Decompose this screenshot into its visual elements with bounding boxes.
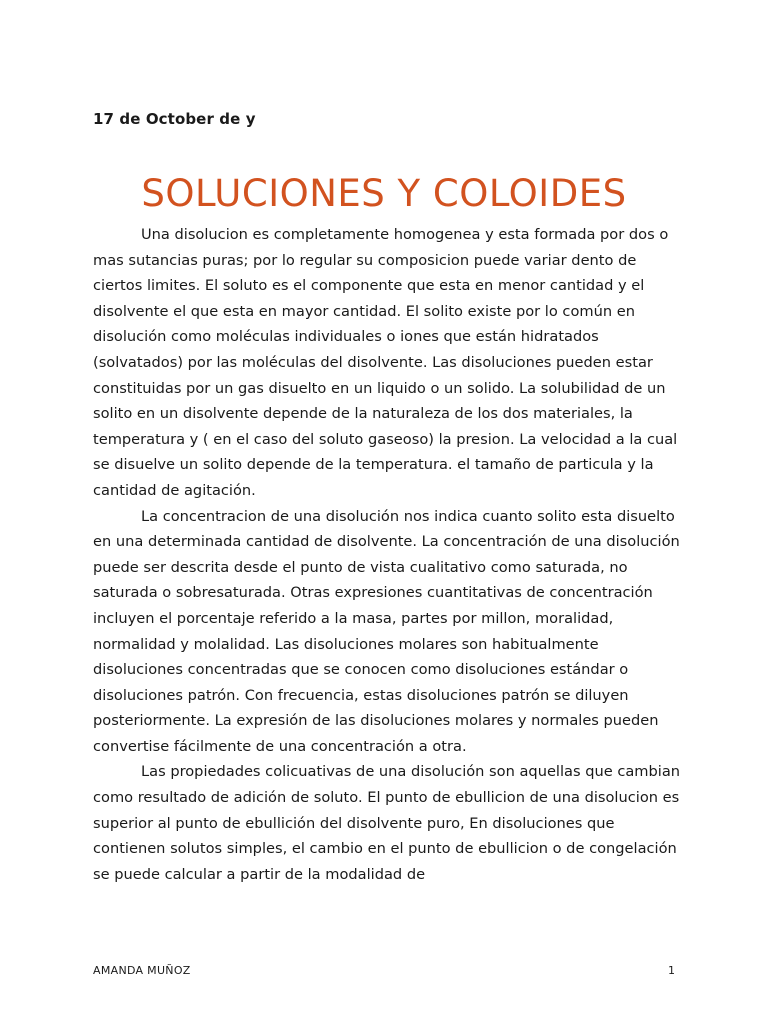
- footer-author: AMANDA MUÑOZ: [93, 964, 191, 977]
- document-title: SOLUCIONES Y COLOIDES: [141, 172, 627, 215]
- footer-page-number: 1: [668, 964, 675, 977]
- paragraph-1: Una disolucion es completamente homogenea y esta formada por dos o mas sutancias puras; por lo regular su composicion puede variar dento de ciertos limites. El soluto es el componente que esta en menor cantidad y el disolvente el que esta en mayor cantidad. El solito existe por lo común en disolución como moléculas individuales o iones que están hidratados (solvatados) por las moléculas del disolvente. Las disoluciones pueden estar constituidas por un gas disuelto en un liquido o un solido. La solubilidad de un solito en un disolvente depende de la naturaleza de los dos materiales, la temperatura y ( en el caso del soluto gaseoso) la presion. La velocidad a la cual se disuelve un solito depende de la temperatura. el tamaño de particula y la cantidad de agitación.: [93, 226, 678, 499]
- paragraph-2: La concentracion de una disolución nos indica cuanto solito esta disuelto en una determinada cantidad de disolvente. La concentración de una disolución puede ser descrita desde el punto de vista cualitativo como saturada, no saturada o sobresaturada. Otras expresiones cuantitativas de concentración incluyen el porcentaje referido a la masa, partes por millon, moralidad, normalidad y molalidad. Las disoluciones molares son habitualmente disoluciones concentradas que se conocen como disoluciones estándar o disoluciones patrón. Con frecuencia, estas disoluciones patrón se diluyen posteriormente. La expresión de las disoluciones molares y normales pueden convertise fácilmente de una concentración a otra.: [93, 507, 680, 755]
- paragraph-3: Las propiedades colicuativas de una disolución son aquellas que cambian como resultado de adición de soluto. El punto de ebullicion de una disolucion es superior al punto de ebullición del disolvente puro, En disoluciones que contienen solutos simples, el cambio en el punto de ebullicion o de congelación se puede calcular a partir de la modalidad de: [93, 763, 681, 883]
- document-body: [93, 222, 683, 887]
- document-date: 17 de October de y: [93, 110, 256, 128]
